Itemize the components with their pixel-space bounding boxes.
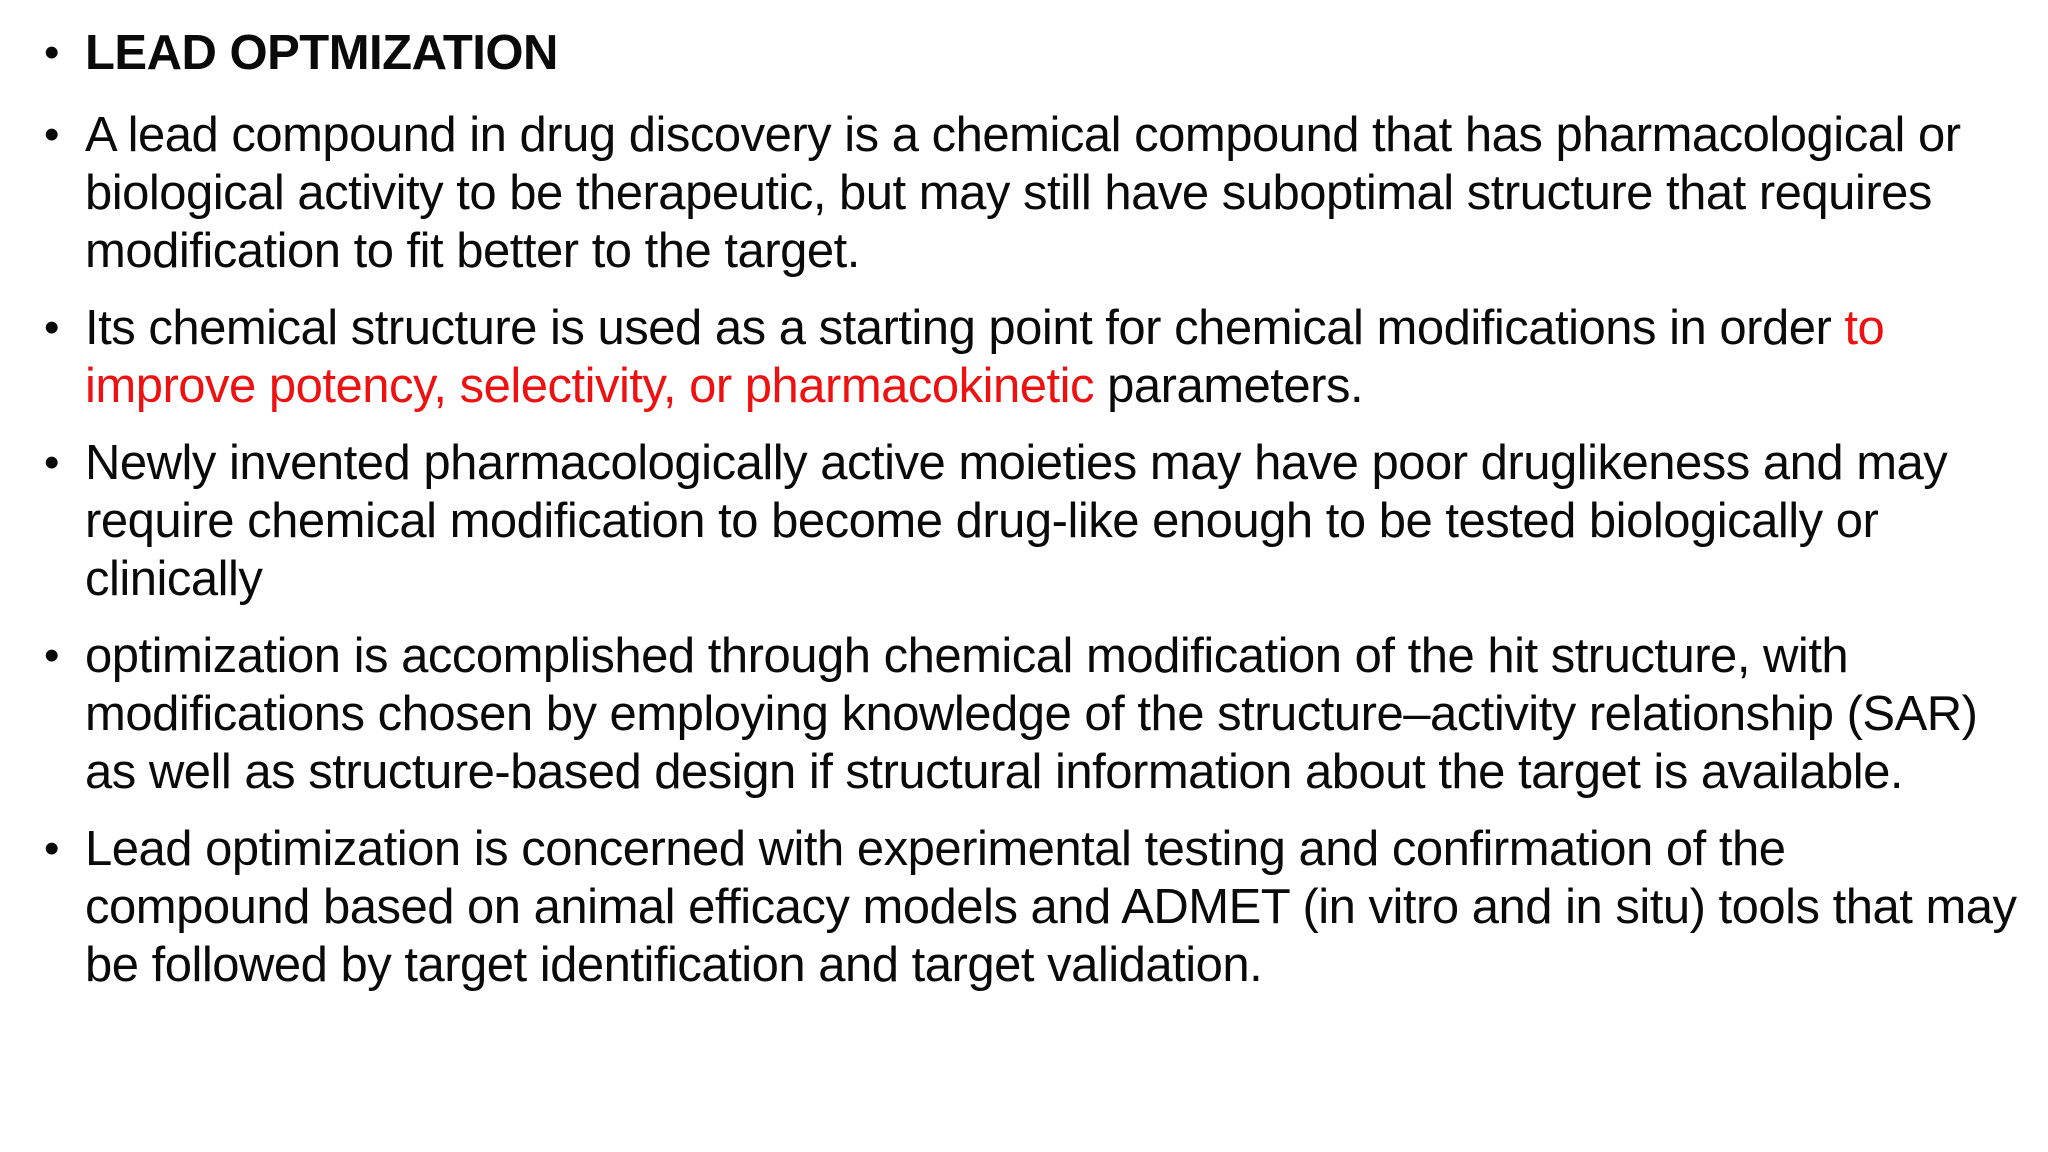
bullet-marker: • — [44, 824, 59, 873]
bullet-text-post: parameters. — [1094, 359, 1364, 413]
bullet-marker: • — [44, 438, 59, 487]
bullet-item-optimization — [44, 627, 2019, 801]
bullet-marker: • — [44, 110, 59, 159]
bullet-item-chemical-structure — [44, 299, 2019, 415]
bullet-marker: • — [44, 303, 59, 352]
bullet-marker: • — [44, 28, 59, 77]
slide-heading: LEAD OPTMIZATION — [85, 26, 558, 80]
bullet-item-druglikeness — [44, 434, 2019, 608]
bullet-text: A lead compound in drug discovery is a chemical compound that has pharmacological or biological activity to be therapeutic, but may still have suboptimal structure that requires modification to fit better to the target. — [85, 108, 1961, 278]
bullet-text-highlight: to improve potency, selectivity, or pharmacokinetic — [85, 301, 1885, 413]
bullet-item-lead-compound — [44, 106, 2019, 280]
bullet-text: Newly invented pharmacologically active moieties may have poor druglikeness and may require chemical modification to become drug-like enough to be tested biologically or clinically — [85, 436, 1948, 606]
bullet-text: Lead optimization is concerned with experimental testing and confirmation of the compound based on animal efficacy models and ADMET (in vitro and in situ) tools that may be followed by target identification and target validation. — [85, 822, 2017, 992]
bullet-text: optimization is accomplished through chemical modification of the hit structure, with modifications chosen by employing knowledge of the structure–activity relationship (SAR) as well as structure-based design if structural information about the target is available. — [85, 629, 1978, 799]
bullet-item-lead-optimization-testing — [44, 820, 2019, 994]
bullet-item-heading — [44, 24, 2019, 82]
bullet-marker: • — [44, 631, 59, 680]
bullet-list — [44, 24, 2019, 1013]
bullet-text-pre: Its chemical structure is used as a starting point for chemical modifications in order — [85, 301, 1845, 355]
